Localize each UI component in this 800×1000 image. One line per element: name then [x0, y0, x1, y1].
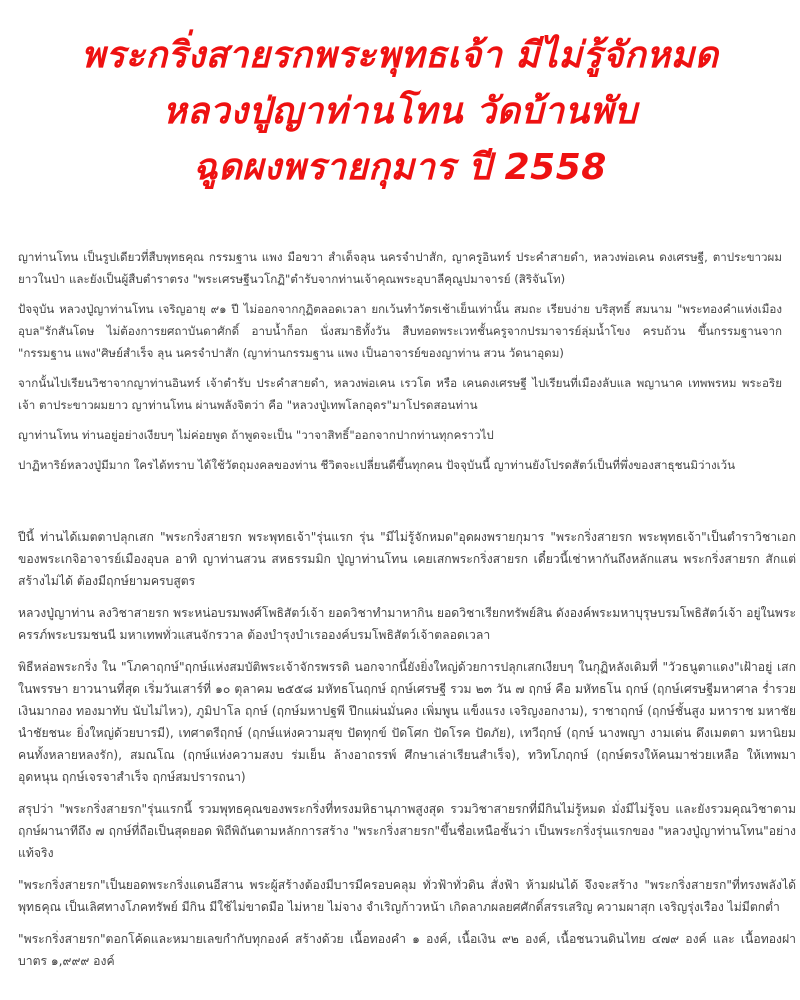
title-line-3: ฉูดผงพรายกุมาร ปี 2558: [193, 147, 607, 188]
paragraph: จากนั้นไปเรียนวิชาจากญาท่านอินทร์ เจ้าตำรับ ประคำสายดำ, หลวงพ่อเคน เรวโต หรือ เคนดงเศรษฐี ไปเรียนที่เมืองลับแล พญานาค เทพพรหม พระอริยเจ้า ตาประขาวผมยาว ญาท่านโทน ผ่านพลังจิตว่า คือ "หลวงปู่เทพโลกอุดร"มาโปรดสอนท่าน: [18, 376, 782, 412]
paragraph: "พระกริ่งสายรก"เป็นยอดพระกริ่งแดนอีสาน พระผู้สร้างต้องมีบารมีครอบคลุม ทั่วฟ้าทั่วดิน สั่งฟ้า ห้ามฝนได้ จึงจะสร้าง "พระกริ่งสายรก"ที่ทรงพลังได้ พุทธคุณ เป็นเลิศทางโภคทรัพย์ มีกิน มีใช้ไม่ขาดมือ ไม่หาย ไม่จาง จำเริญก้าวหน้า เกิดลาภผลยศศักดิ์สรรเสริญ ความผาสุก เจริญรุ่งเรือง ไม่มีตกต่ำ: [18, 878, 796, 914]
paragraph: ญาท่านโทน เป็นรูปเดียวที่สืบพุทธคุณ กรรมฐาน แพง มือขวา สำเด็จลุน นครจำปาสัก, ญาครูอินทร์ ประคำสายดำ, หลวงพ่อเคน ดงเศรษฐี, ตาประขาวผมยาวในป่า และยังเป็นผู้สืบตำราตรง "พระเศรษฐีนวโกฏิ"ตำรับจากท่านเจ้าคุณพระอุบาลีคุณูปมาจารย์ (สิริจันโท): [18, 250, 782, 286]
paragraph: หลวงปู่ญาท่าน ลงวิชาสายรก พระหน่อบรมพงศ์โพธิสัตว์เจ้า ยอดวิชาทำมาหากิน ยอดวิชาเรียกทรัพย์สิน ดังองค์พระมหาบุรุษบรมโพธิสัตว์เจ้า อยู่ในพระครรภ์พระบรมชนนี มหาเทพทั่วแสนจักรวาล ต้องบำรุงบำเรอองค์บรมโพธิสัตว์เจ้าตลอดเวลา: [18, 606, 796, 642]
paragraph: ปีนี้ ท่านได้เมตตาปลุกเสก "พระกริ่งสายรก พระพุทธเจ้า"รุ่นแรก รุ่น "มีไม่รู้จักหมด"อุดผงพรายกุมาร "พระกริ่งสายรก พระพุทธเจ้า"เป็นตำราวิชาเอก ของพระเกจิอาจารย์เมืองอุบล อาทิ ญาท่านสวน สหธรรมมิก ปู่ญาท่านโทน เคยเสกพระกริ่งสายรก เดี๋ยวนี้เช่าหากันถึงหลักแสน พระกริ่งสายรก สักแต่สร้างไม่ได้ ต้องมีฤกษ์ยามครบสูตร: [18, 530, 796, 588]
title-line-1: พระกริ่งสายรกพระพุทธเจ้า มีไม่รู้จักหมด: [81, 35, 719, 76]
title-line-2: หลวงปู่ญาท่านโทน วัดบ้านพับ: [162, 91, 638, 132]
paragraph: สรุปว่า "พระกริ่งสายรก"รุ่นแรกนี้ รวมพุทธคุณของพระกริ่งที่ทรงมหิธานุภาพสูงสุด รวมวิชาสายรกที่มีกินไม่รู้หมด มั่งมีไม่รู้จบ และยังรวมคุณวิชาตามฤกษ์ผานาทีถึง ๗ ฤกษ์ที่ถือเป็นสุดยอด พิถีพิถันตามหลักการสร้าง "พระกริ่งสายรก"ขึ้นชื่อเหนือชั้นว่า เป็นพระกริ่งรุ่นแรกของ "หลวงปู่ญาท่านโทน"อย่างแท้จริง: [18, 802, 796, 860]
article-section-amulet: [12, 518, 800, 1000]
paragraph: ปัจจุบัน หลวงปู่ญาท่านโทน เจริญอายุ ๙๑ ปี ไม่ออกจากกุฏิตลอดเวลา ยกเว้นทำวัตรเช้าเย็นเท่านั้น สมถะ เรียบง่าย บริสุทธิ์ สมนาม "พระทองคำแห่งเมืองอุบล"รักสันโดษ ไม่ต้องการยศถาบันดาศักดิ์ อาบน้ำก็อก นั่งสมาธิทั้งวัน สืบทอดพระเวทชั้นครูจากปรมาจารย์ลุ่มน้ำโขง ครบถ้วน ขึ้นกรรมฐานจาก "กรรมฐาน แพง"ศิษย์สำเร็จ ลุน นครจำปาสัก (ญาท่านกรรมฐาน แพง เป็นอาจารย์ของญาท่าน สวน วัดนาอุดม): [18, 302, 782, 360]
article-section-biography: [12, 232, 788, 492]
paragraph: ปาฏิหาริย์หลวงปู่มีมาก ใครได้ทราบ ได้ใช้วัตถุมงคลของท่าน ชีวิตจะเปลี่ยนดีขึ้นทุกคน ปัจจุบันนี้ ญาท่านยังโปรดสัตว์เป็นที่พึ่งของสาธุชนมิว่างเว้น: [18, 458, 736, 472]
paragraph: ญาท่านโทน ท่านอยู่อย่างเงียบๆ ไม่ค่อยพูด ถ้าพูดจะเป็น "วาจาสิทธิ์"ออกจากปากท่านทุกคราวไป: [18, 428, 494, 442]
paragraph: พิธีหล่อพระกริ่ง ใน "โภคาฤกษ์"ฤกษ์แห่งสมบัติพระเจ้าจักรพรรดิ นอกจากนี้ยังยิ่งใหญ่ด้วยการปลุกเสกเงียบๆ ในกุฏิหลังเดิมที่ "วัวธนูตาแดง"เฝ้าอยู่ เสกในพรรษา ยาวนานที่สุด เริ่มวันเสาร์ที่ ๑๐ ตุลาคม ๒๕๕๘ มหัทธโนฤกษ์ ฤกษ์เศรษฐี รวม ๒๓ วัน ๗ ฤกษ์ คือ มหัทธโน ฤกษ์ (ฤกษ์เศรษฐีมหาศาล ร่ำรวย เงินมากอง ทองมาทับ นับไม่ไหว), ภูมิปาโล ฤกษ์ (ฤกษ์มหาปฐพี ปึกแผ่นมั่นคง เพิ่มพูน แข็งแรง เจริญงอกงาม), ราชาฤกษ์ (ฤกษ์ชั้นสูง มหาราช มหาชัย นำชัยชนะ ยิ่งใหญ่ด้วยบารมี), เทศาตรีฤกษ์ (ฤกษ์แห่งความสุข ปัดทุกข์ ปัดโศก ปัดโรค ปัดภัย), เทวีฤกษ์ (ฤกษ์ นางพญา งามเด่น ดึงเมตตา มหานิยม คนทั้งหลายหลงรัก), สมณโณ (ฤกษ์แห่งความสงบ ร่มเย็น ล้างอาถรรพ์ ศึกษาเล่าเรียนสำเร็จ), ทวิทโภฤกษ์ (ฤกษ์ตรงให้คนมาช่วยเหลือ ให้เทพมาอุดหนุน ฤกษ์เจรจาสำเร็จ ฤกษ์สมปรารถนา): [18, 660, 796, 784]
paragraph: "พระกริ่งสายรก"ตอกโค้ดและหมายเลขกำกับทุกองค์ สร้างด้วย เนื้อทองคำ ๑ องค์, เนื้อเงิน ๙๒ องค์, เนื้อชนวนดินไทย ๔๗๙ องค์ และ เนื้อทองฝาบาตร ๑,๙๙๙ องค์: [18, 932, 796, 968]
article-title: [0, 28, 800, 196]
